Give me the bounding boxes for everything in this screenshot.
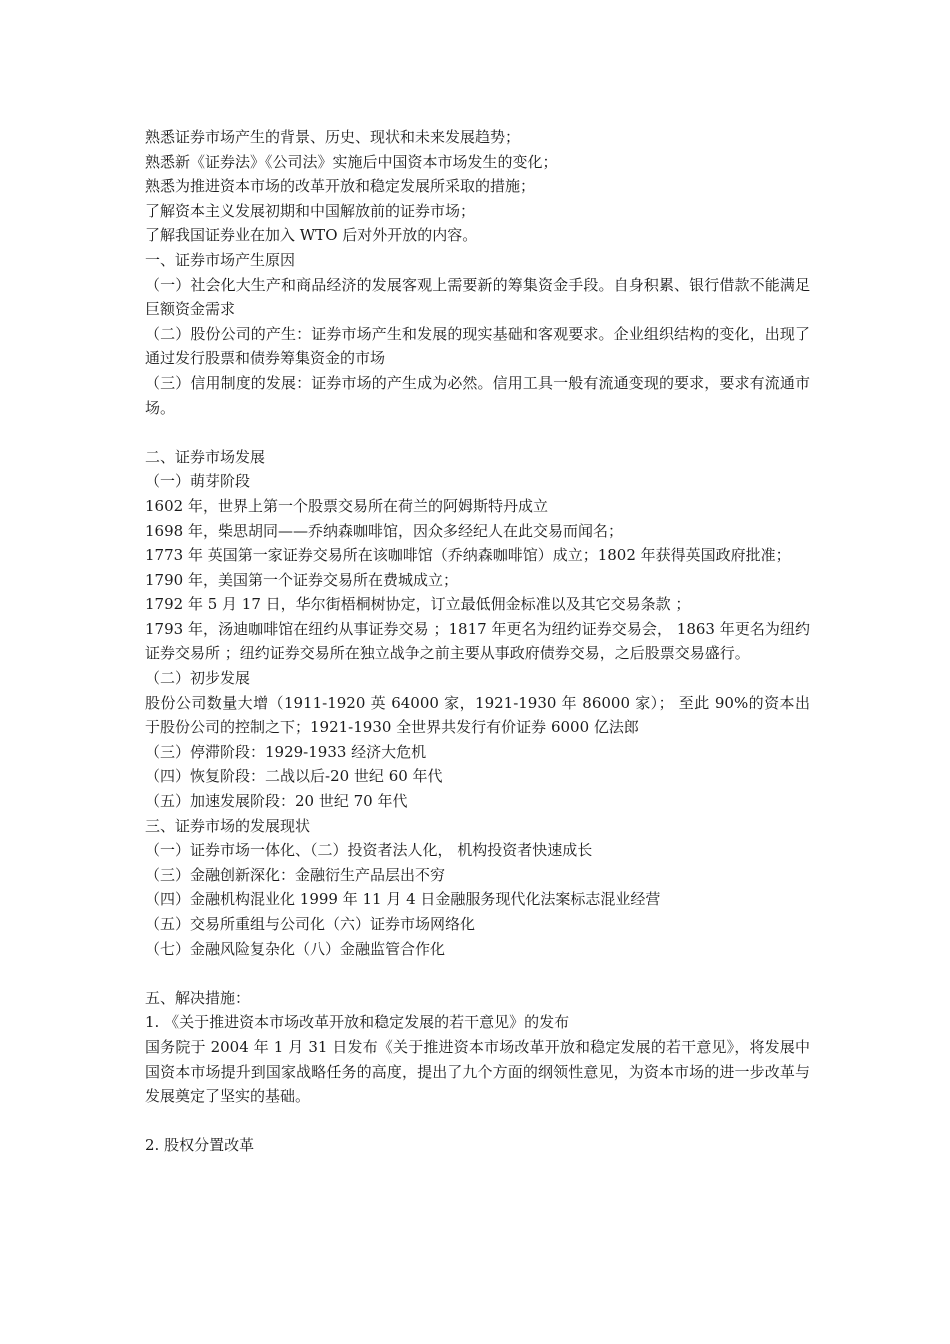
paragraph: 1698 年，柴思胡同——乔纳森咖啡馆，因众多经纪人在此交易而闻名； (145, 521, 623, 540)
paragraph: 1793 年，汤迪咖啡馆在纽约从事证券交易 ；1817 年更名为纽约证券交易会， 1863 年更名为纽约证券交易所 ；纽约证券交易所在独立战争之前主要从事政府债券交易，之后股票交易盛行。 (145, 619, 810, 663)
subsection-heading: 2. 股权分置改革 (145, 1136, 255, 1155)
paragraph: （三）金融创新深化：金融衍生产品层出不穷 (145, 865, 446, 884)
paragraph: 1773 年 英国第一家证券交易所在该咖啡馆（乔纳森咖啡馆）成立；1802 年获得英国政府批准； (145, 546, 791, 565)
paragraph: （三）停滞阶段：1929-1933 经济大危机 (145, 742, 427, 761)
subsection-heading: （二）初步发展 (145, 669, 251, 688)
objective-line: 熟悉证券市场产生的背景、历史、现状和未来发展趋势； (145, 128, 521, 146)
paragraph: （三）信用制度的发展：证券市场的产生成为必然。信用工具一般有流通变现的要求，要求有流通市场。 (145, 373, 810, 417)
paragraph: （四）恢复阶段：二战以后-20 世纪 60 年代 (145, 767, 443, 786)
paragraph: （四）金融机构混业化 1999 年 11 月 4 日金融服务现代化法案标志混业经营 (145, 890, 661, 909)
paragraph: 1790 年，美国第一个证券交易所在费城成立； (145, 570, 458, 589)
blank-line (145, 1109, 810, 1134)
objective-line: 熟悉为推进资本市场的改革开放和稳定发展所采取的措施； (145, 177, 536, 196)
paragraph: 股份公司数量大增（1911-1920 英 64000 家，1921-1930 年 86000 家）； 至此 90%的资本出于股份公司的控制之下；1921-1930 全世界共发行有价证券 6000 亿法郎 (145, 693, 810, 737)
paragraph: （一）社会化大生产和商品经济的发展客观上需要新的筹集资金手段。自身积累、银行借款不能满足巨额资金需求 (145, 275, 810, 319)
blank-line (145, 420, 810, 445)
paragraph: （二）股份公司的产生：证券市场产生和发展的现实基础和客观要求。企业组织结构的变化，出现了通过发行股票和债券筹集资金的市场 (145, 324, 810, 368)
document-body (145, 125, 810, 1158)
paragraph: （五）加速发展阶段：20 世纪 70 年代 (145, 792, 408, 811)
paragraph: （五）交易所重组与公司化（六）证券市场网络化 (145, 915, 476, 933)
objective-line: 了解资本主义发展初期和中国解放前的证券市场； (145, 201, 476, 220)
paragraph: （七）金融风险复杂化（八）金融监管合作化 (145, 939, 446, 958)
objective-line: 熟悉新《证券法》《公司法》实施后中国资本市场发生的变化； (145, 152, 558, 171)
paragraph: 1602 年，世界上第一个股票交易所在荷兰的阿姆斯特丹成立 (145, 496, 548, 515)
objective-line: 了解我国证券业在加入 WTO 后对外开放的内容。 (145, 226, 478, 245)
blank-line (145, 961, 810, 986)
section-heading-origin: 一、证券市场产生原因 (145, 250, 296, 269)
paragraph: （一）证券市场一体化、（二）投资者法人化， 机构投资者快速成长 (145, 841, 593, 860)
paragraph: 1792 年 5 月 17 日，华尔街梧桐树协定，订立最低佣金标准以及其它交易条款 ； (145, 595, 691, 614)
section-heading-status: 三、证券市场的发展现状 (145, 816, 311, 835)
paragraph: 国务院于 2004 年 1 月 31 日发布《关于推进资本市场改革开放和稳定发展的若干意见》，将发展中国资本市场提升到国家战略任务的高度，提出了九个方面的纲领性意见，为资本市场的进一步改革与发展奠定了坚实的基础。 (145, 1037, 810, 1106)
subsection-heading: 1. 《关于推进资本市场改革开放和稳定发展的若干意见》的发布 (145, 1013, 570, 1032)
section-heading-development: 二、证券市场发展 (145, 447, 266, 466)
section-heading-measures: 五、解决措施： (145, 988, 251, 1007)
subsection-heading: （一）萌芽阶段 (145, 472, 251, 491)
